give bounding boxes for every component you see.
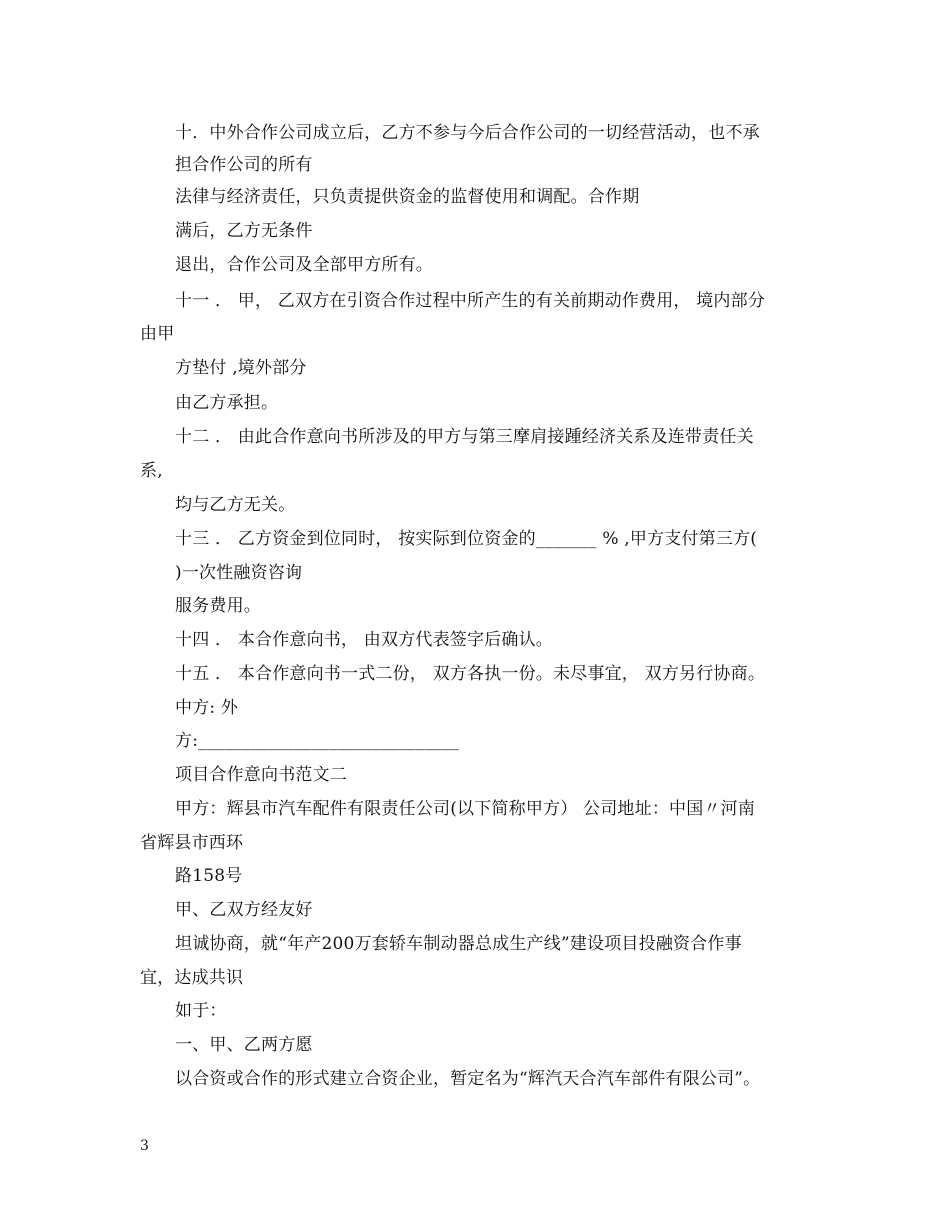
text-line: )一次性融资咨询 bbox=[175, 563, 303, 583]
text-line: 退出，合作公司及全部甲方所有。 bbox=[175, 255, 433, 275]
text-line: 法律与经济责任，只负责提供资金的监督使用和调配。合作期 bbox=[175, 187, 640, 207]
text-line: 由乙方承担。 bbox=[175, 393, 279, 413]
text-line: 服务费用。 bbox=[175, 596, 261, 616]
text-line: 十．中外合作公司成立后，乙方不参与今后合作公司的一切经营活动，也不承 bbox=[175, 123, 760, 143]
text-line: 满后，乙方无条件 bbox=[175, 221, 313, 241]
text-line: 如于： bbox=[175, 1001, 227, 1021]
text-line: 由甲 bbox=[140, 324, 175, 344]
text-line: 十五 ． 本合作意向书一式二份， 双方各执一份。未尽事宜， 双方另行协商。 bbox=[175, 664, 766, 684]
text-line: 省辉县市西环 bbox=[140, 833, 244, 853]
text-line: 担合作公司的所有 bbox=[175, 155, 313, 175]
text-line: 坦诚协商，就“年产200万套轿车制动器总成生产线”建设项目投融资合作事 bbox=[175, 934, 742, 954]
text-line: 中方: 外 bbox=[175, 698, 239, 718]
text-line: 十二 ． 由此合作意向书所涉及的甲方与第三摩肩接踵经济关系及连带责任关 bbox=[175, 427, 754, 447]
text-line: 十四 ． 本合作意向书， 由双方代表签字后确认。 bbox=[175, 630, 554, 650]
text-line: 方:______________________________ bbox=[175, 731, 460, 751]
text-line: 甲、乙双方经友好 bbox=[175, 900, 313, 920]
text-line: 甲方：辉县市汽车配件有限责任公司(以下简称甲方） 公司地址：中国〃河南 bbox=[175, 799, 756, 819]
text-line: 十一 ． 甲， 乙双方在引资合作过程中所产生的有关前期动作费用， 境内部分 bbox=[175, 291, 766, 311]
text-line: 均与乙方无关。 bbox=[175, 495, 296, 515]
text-line: 十三 ． 乙方资金到位同时， 按实际到位资金的_______ % ,甲方支付第三方( bbox=[175, 529, 758, 549]
text-line: 方垫付 ,境外部分 bbox=[175, 358, 307, 378]
text-line: 系, bbox=[140, 461, 163, 481]
text-line: 一、甲、乙两方愿 bbox=[175, 1035, 313, 1055]
text-line: 路158号 bbox=[175, 866, 243, 886]
text-line: 宜，达成共识 bbox=[140, 968, 244, 988]
text-line: 以合资或合作的形式建立合资企业，暂定名为“辉汽天合汽车部件有限公司”。 bbox=[175, 1069, 761, 1089]
page-number: 3 bbox=[140, 1138, 149, 1154]
text-line: 项目合作意向书范文二 bbox=[175, 765, 347, 785]
